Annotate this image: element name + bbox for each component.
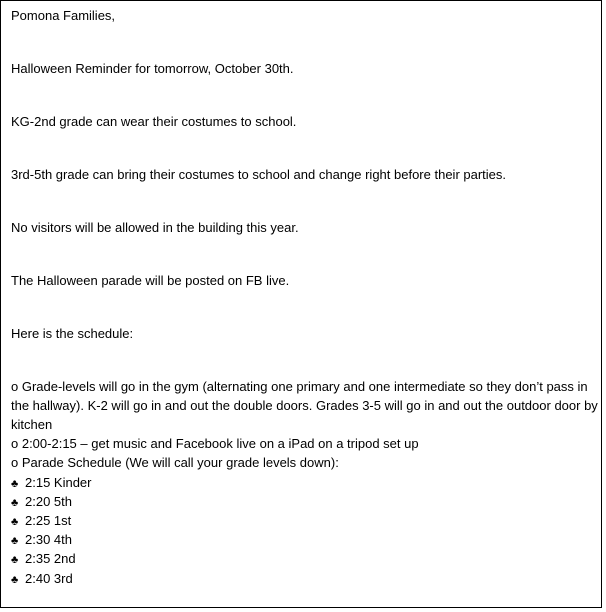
parade-time-item — [11, 511, 71, 532]
parade-time-item — [11, 530, 72, 551]
club-icon: ♣ — [11, 478, 19, 490]
setup-bullet: o 2:00-2:15 – get music and Facebook live on a iPad on a tripod set up — [11, 436, 419, 451]
parade-time-text: 2:40 3rd — [25, 571, 73, 586]
schedule-intro-line: Here is the schedule: — [11, 326, 134, 341]
parade-time-text: 2:30 4th — [25, 532, 72, 547]
gym-bullet: o Grade-levels will go in the gym (alternating one primary and one intermediate so they don’t pass in the hallway). K-2 will go in and out the double doors. Grades 3-5 will go in and out the outdoor door by kitchen — [11, 379, 598, 432]
club-icon: ♣ — [11, 535, 19, 547]
parade-time-item — [11, 492, 72, 513]
grades-3-5-line: 3rd-5th grade can bring their costumes to school and change right before their parties. — [11, 167, 507, 182]
parade-time-text: 2:35 2nd — [25, 551, 76, 566]
parade-time-text: 2:20 5th — [25, 494, 72, 509]
parade-time-text: 2:25 1st — [25, 513, 72, 528]
club-icon: ♣ — [11, 554, 19, 566]
parade-time-item — [11, 549, 76, 570]
club-icon: ♣ — [11, 516, 19, 528]
reminder-line: Halloween Reminder for tomorrow, October 30th. — [11, 61, 294, 76]
parade-time-item — [11, 569, 73, 590]
kg-costume-line: KG-2nd grade can wear their costumes to school. — [11, 114, 297, 129]
greeting-line: Pomona Families, — [11, 8, 116, 23]
parade-schedule-bullet: o Parade Schedule (We will call your grade levels down): — [11, 455, 339, 470]
parade-time-text: 2:15 Kinder — [25, 475, 92, 490]
parade-live-line: The Halloween parade will be posted on FB live. — [11, 273, 290, 288]
visitors-line: No visitors will be allowed in the building this year. — [11, 220, 299, 235]
parade-time-item — [11, 473, 92, 494]
club-icon: ♣ — [11, 574, 19, 586]
club-icon: ♣ — [11, 497, 19, 509]
